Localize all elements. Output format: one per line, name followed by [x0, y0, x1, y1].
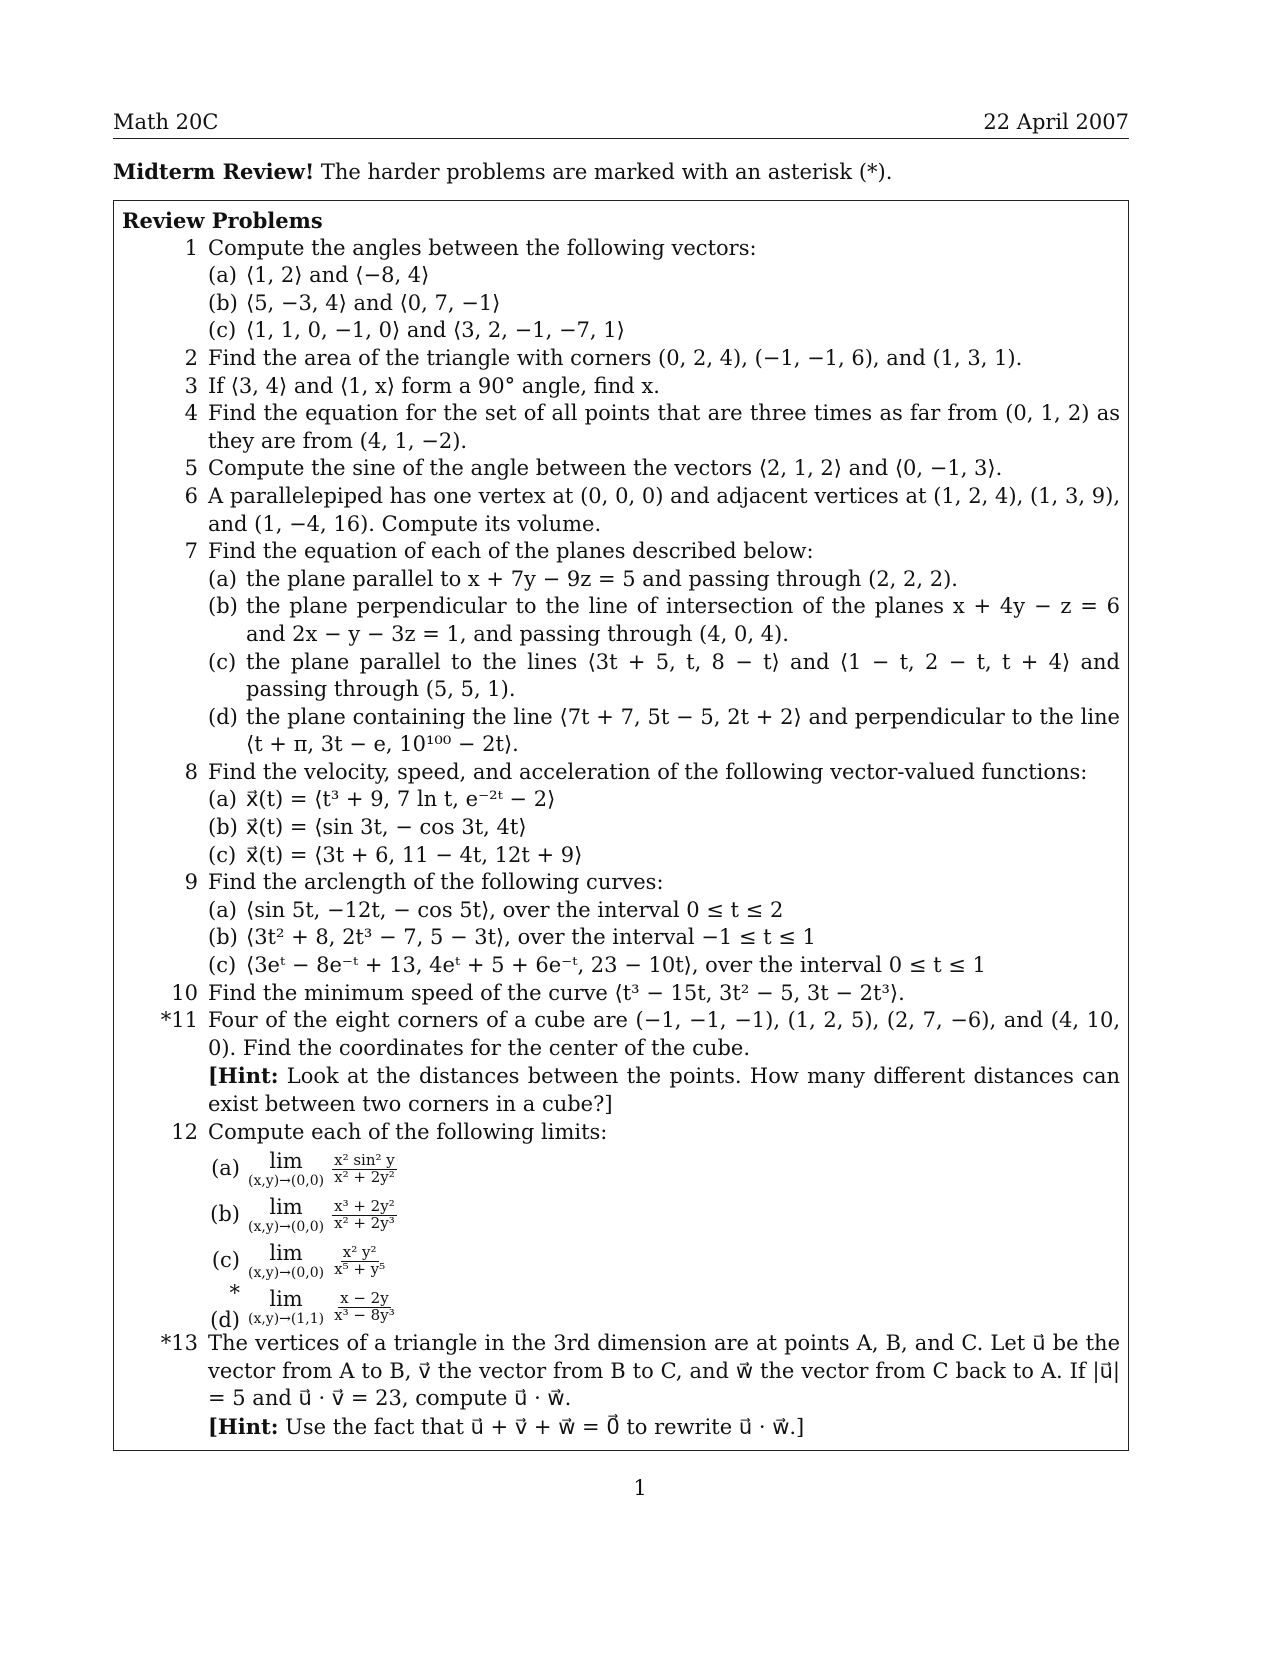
problem-text: Find the velocity, speed, and acceleration of the following vector-valued functions:: [208, 759, 1088, 784]
problem-text: Find the arclength of the following curves:: [208, 870, 664, 895]
box-title: Review Problems: [122, 208, 323, 233]
problem-1b: [208, 290, 1120, 318]
numerator: x² y²: [342, 1242, 377, 1261]
problem-text: Find the equation of each of the planes described below:: [208, 539, 814, 564]
sub-label: (c): [208, 842, 237, 867]
denominator: x² + 2y²: [334, 1167, 395, 1186]
lim-word: lim: [269, 1286, 303, 1311]
sub-label: (c): [208, 649, 237, 674]
sub-text: x⃗(t) = ⟨sin 3t, − cos 3t, 4t⟩: [246, 815, 527, 840]
problem-number: 12: [171, 1119, 198, 1144]
sub-text: ⟨1, 1, 0, −1, 0⟩ and ⟨3, 2, −1, −7, 1⟩: [246, 318, 625, 343]
hint: [208, 1415, 804, 1439]
page-header: [113, 110, 1129, 139]
fraction: [332, 1288, 397, 1324]
page-number: 1: [633, 1476, 647, 1500]
document-page: [113, 110, 1129, 1451]
problem-text: [208, 1330, 1120, 1441]
problem-11: [148, 1007, 1120, 1118]
problem-13-text: The vertices of a triangle in the 3rd dimension are at points A, B, and C. Let u⃗ be the vector from A to B, v⃗ the vector from B to C, and w⃗ the vector from C back to A. If |u⃗| = 5 and u⃗ · v⃗ = 23, compute u⃗ · w⃗.: [208, 1331, 1120, 1411]
sub-label: (a): [208, 787, 237, 812]
sub-label: (a): [208, 566, 237, 591]
problem-10: [148, 980, 1120, 1008]
problem-text: Find the minimum speed of the curve ⟨t³ − 15t, 3t² − 5, 3t − 2t³⟩.: [208, 980, 905, 1005]
sub-text: x⃗(t) = ⟨3t + 6, 11 − 4t, 12t + 9⟩: [246, 842, 583, 867]
problem-9a: [208, 897, 1120, 925]
lim-subscript: (x,y)→(1,1): [248, 1310, 325, 1327]
problem-5: [148, 455, 1120, 483]
problem-number: *11: [160, 1008, 198, 1033]
problem-number: *13: [160, 1331, 198, 1356]
problem-text: Find the area of the triangle with corners (0, 2, 4), (−1, −1, 6), and (1, 3, 1).: [208, 345, 1023, 370]
problem-number: 9: [184, 870, 198, 895]
problem-11-text: Four of the eight corners of a cube are (−1, −1, −1), (1, 2, 5), (2, 7, −6), and (4, 10, 0). Find the coordinates for the center of the cube.: [208, 1008, 1120, 1060]
lim-subscript: (x,y)→(0,0): [248, 1218, 325, 1235]
problem-3: [148, 373, 1120, 401]
problem-text: Find the equation for the set of all points that are three times as far from (0, 1, 2) as they are from (4, 1, −2).: [208, 401, 1120, 453]
sub-label: (c): [211, 1248, 240, 1273]
sub-label: (d): [208, 704, 238, 729]
problem-number: 7: [184, 539, 198, 564]
intro-bold: Midterm Review!: [113, 159, 315, 184]
problem-8: [148, 759, 1120, 787]
problem-7b: [208, 593, 1120, 648]
sub-label: (a): [208, 263, 237, 288]
sub-text: ⟨5, −3, 4⟩ and ⟨0, 7, −1⟩: [246, 290, 501, 315]
problem-13: [148, 1330, 1120, 1441]
problem-7a: [208, 566, 1120, 594]
sub-text: ⟨3eᵗ − 8e⁻ᵗ + 13, 4eᵗ + 5 + 6e⁻ᵗ, 23 − 10t⟩, over the interval 0 ≤ t ≤ 1: [246, 953, 986, 978]
intro-line: [113, 159, 1129, 184]
problem-12: [148, 1119, 1120, 1147]
denominator: x³ − 8y³: [334, 1305, 395, 1324]
denominator: x⁵ + y⁵: [334, 1259, 386, 1278]
problem-number: 1: [184, 235, 198, 260]
sub-label: (a): [208, 897, 237, 922]
problem-7: [148, 538, 1120, 566]
problem-9c: [208, 952, 1120, 980]
limit-operator: [248, 1286, 325, 1327]
problem-12c: [208, 1238, 1120, 1284]
sub-label: (b): [208, 290, 238, 315]
denominator: x² + 2y³: [334, 1213, 395, 1232]
problem-text: Compute the sine of the angle between the vectors ⟨2, 1, 2⟩ and ⟨0, −1, 3⟩.: [208, 456, 1003, 481]
fraction: [332, 1196, 397, 1232]
lim-word: lim: [269, 1194, 303, 1219]
hint: [208, 1064, 1120, 1116]
problem-text: Compute the angles between the following vectors:: [208, 235, 757, 260]
problem-9: [148, 869, 1120, 897]
header-date: 22 April 2007: [983, 110, 1129, 134]
review-problems-box: [113, 200, 1129, 1451]
sub-text: ⟨sin 5t, −12t, − cos 5t⟩, over the interval 0 ≤ t ≤ 2: [246, 897, 784, 922]
problem-9b: [208, 924, 1120, 952]
limit-operator: [248, 1148, 325, 1189]
lim-word: lim: [269, 1148, 303, 1173]
sub-label: (b): [208, 815, 238, 840]
problem-2: [148, 345, 1120, 373]
problem-8c: [208, 842, 1120, 870]
sub-text: the plane containing the line ⟨7t + 7, 5t − 5, 2t + 2⟩ and perpendicular to the line ⟨t + π, 3t − e, 10¹⁰⁰ − 2t⟩.: [246, 704, 1120, 757]
sub-label: (a): [211, 1156, 240, 1181]
sub-text: x⃗(t) = ⟨t³ + 9, 7 ln t, e⁻²ᵗ − 2⟩: [246, 787, 556, 812]
sub-label: (c): [208, 953, 237, 978]
fraction: [332, 1150, 397, 1186]
problem-1a: [208, 262, 1120, 290]
course-title: Math 20C: [113, 110, 219, 134]
sub-label: (b): [208, 925, 238, 950]
sub-text: ⟨1, 2⟩ and ⟨−8, 4⟩: [246, 263, 430, 288]
intro-text: The harder problems are marked with an asterisk (*).: [314, 160, 893, 184]
hint-text: Look at the distances between the points. How many different distances can exist between two corners in a cube?]: [208, 1064, 1120, 1116]
problem-text: [208, 1007, 1120, 1118]
sub-label: (b): [208, 594, 238, 619]
problem-number: 2: [184, 345, 198, 370]
numerator: x − 2y: [340, 1288, 389, 1307]
numerator: x² sin² y: [334, 1150, 395, 1169]
numerator: x³ + 2y²: [334, 1196, 395, 1215]
sub-text: the plane parallel to the lines ⟨3t + 5, t, 8 − t⟩ and ⟨1 − t, 2 − t, t + 4⟩ and passing through (5, 5, 1).: [246, 649, 1120, 702]
lim-word: lim: [269, 1240, 303, 1265]
hint-text: Use the fact that u⃗ + v⃗ + w⃗ = 0⃗ to rewrite u⃗ · w⃗.]: [278, 1414, 805, 1439]
problem-8b: [208, 814, 1120, 842]
limit-operator: [248, 1194, 325, 1235]
problem-number: 4: [184, 401, 198, 426]
lim-subscript: (x,y)→(0,0): [248, 1264, 325, 1281]
problem-number: 6: [184, 483, 198, 508]
sub-text: the plane parallel to x + 7y − 9z = 5 and passing through (2, 2, 2).: [246, 566, 958, 591]
problem-text: A parallelepiped has one vertex at (0, 0, 0) and adjacent vertices at (1, 2, 4), (1, 3, 9), and (1, −4, 16). Compute its volume.: [208, 483, 1120, 536]
hint-label: [Hint:: [208, 1413, 279, 1439]
sub-label: (c): [208, 318, 237, 343]
hint-label: [Hint:: [208, 1063, 279, 1089]
limit-operator: [248, 1240, 325, 1281]
problem-12d: [208, 1280, 1120, 1333]
problem-1c: [208, 317, 1120, 345]
problem-8a: [208, 786, 1120, 814]
problem-7d: [208, 704, 1120, 759]
sub-label: *(d): [210, 1280, 240, 1333]
fraction: [332, 1242, 387, 1278]
problem-6: [148, 483, 1120, 538]
problem-12b: [208, 1192, 1120, 1238]
problem-12a: [208, 1146, 1120, 1192]
lim-subscript: (x,y)→(0,0): [248, 1172, 325, 1189]
problem-text: Compute each of the following limits:: [208, 1119, 608, 1144]
problem-text: If ⟨3, 4⟩ and ⟨1, x⟩ form a 90° angle, find x.: [208, 373, 660, 398]
sub-text: the plane perpendicular to the line of intersection of the planes x + 4y − z = 6 and 2x − y − 3z = 1, and passing through (4, 0, 4).: [246, 594, 1120, 646]
problem-number: 8: [184, 759, 198, 784]
sub-label: (b): [210, 1202, 240, 1227]
problem-number: 3: [184, 373, 198, 398]
problem-4: [148, 400, 1120, 455]
problem-number: 5: [184, 456, 198, 481]
sub-text: ⟨3t² + 8, 2t³ − 7, 5 − 3t⟩, over the interval −1 ≤ t ≤ 1: [246, 925, 816, 950]
problem-7c: [208, 649, 1120, 704]
problem-1: [148, 235, 1120, 263]
problem-number: 10: [171, 980, 198, 1005]
